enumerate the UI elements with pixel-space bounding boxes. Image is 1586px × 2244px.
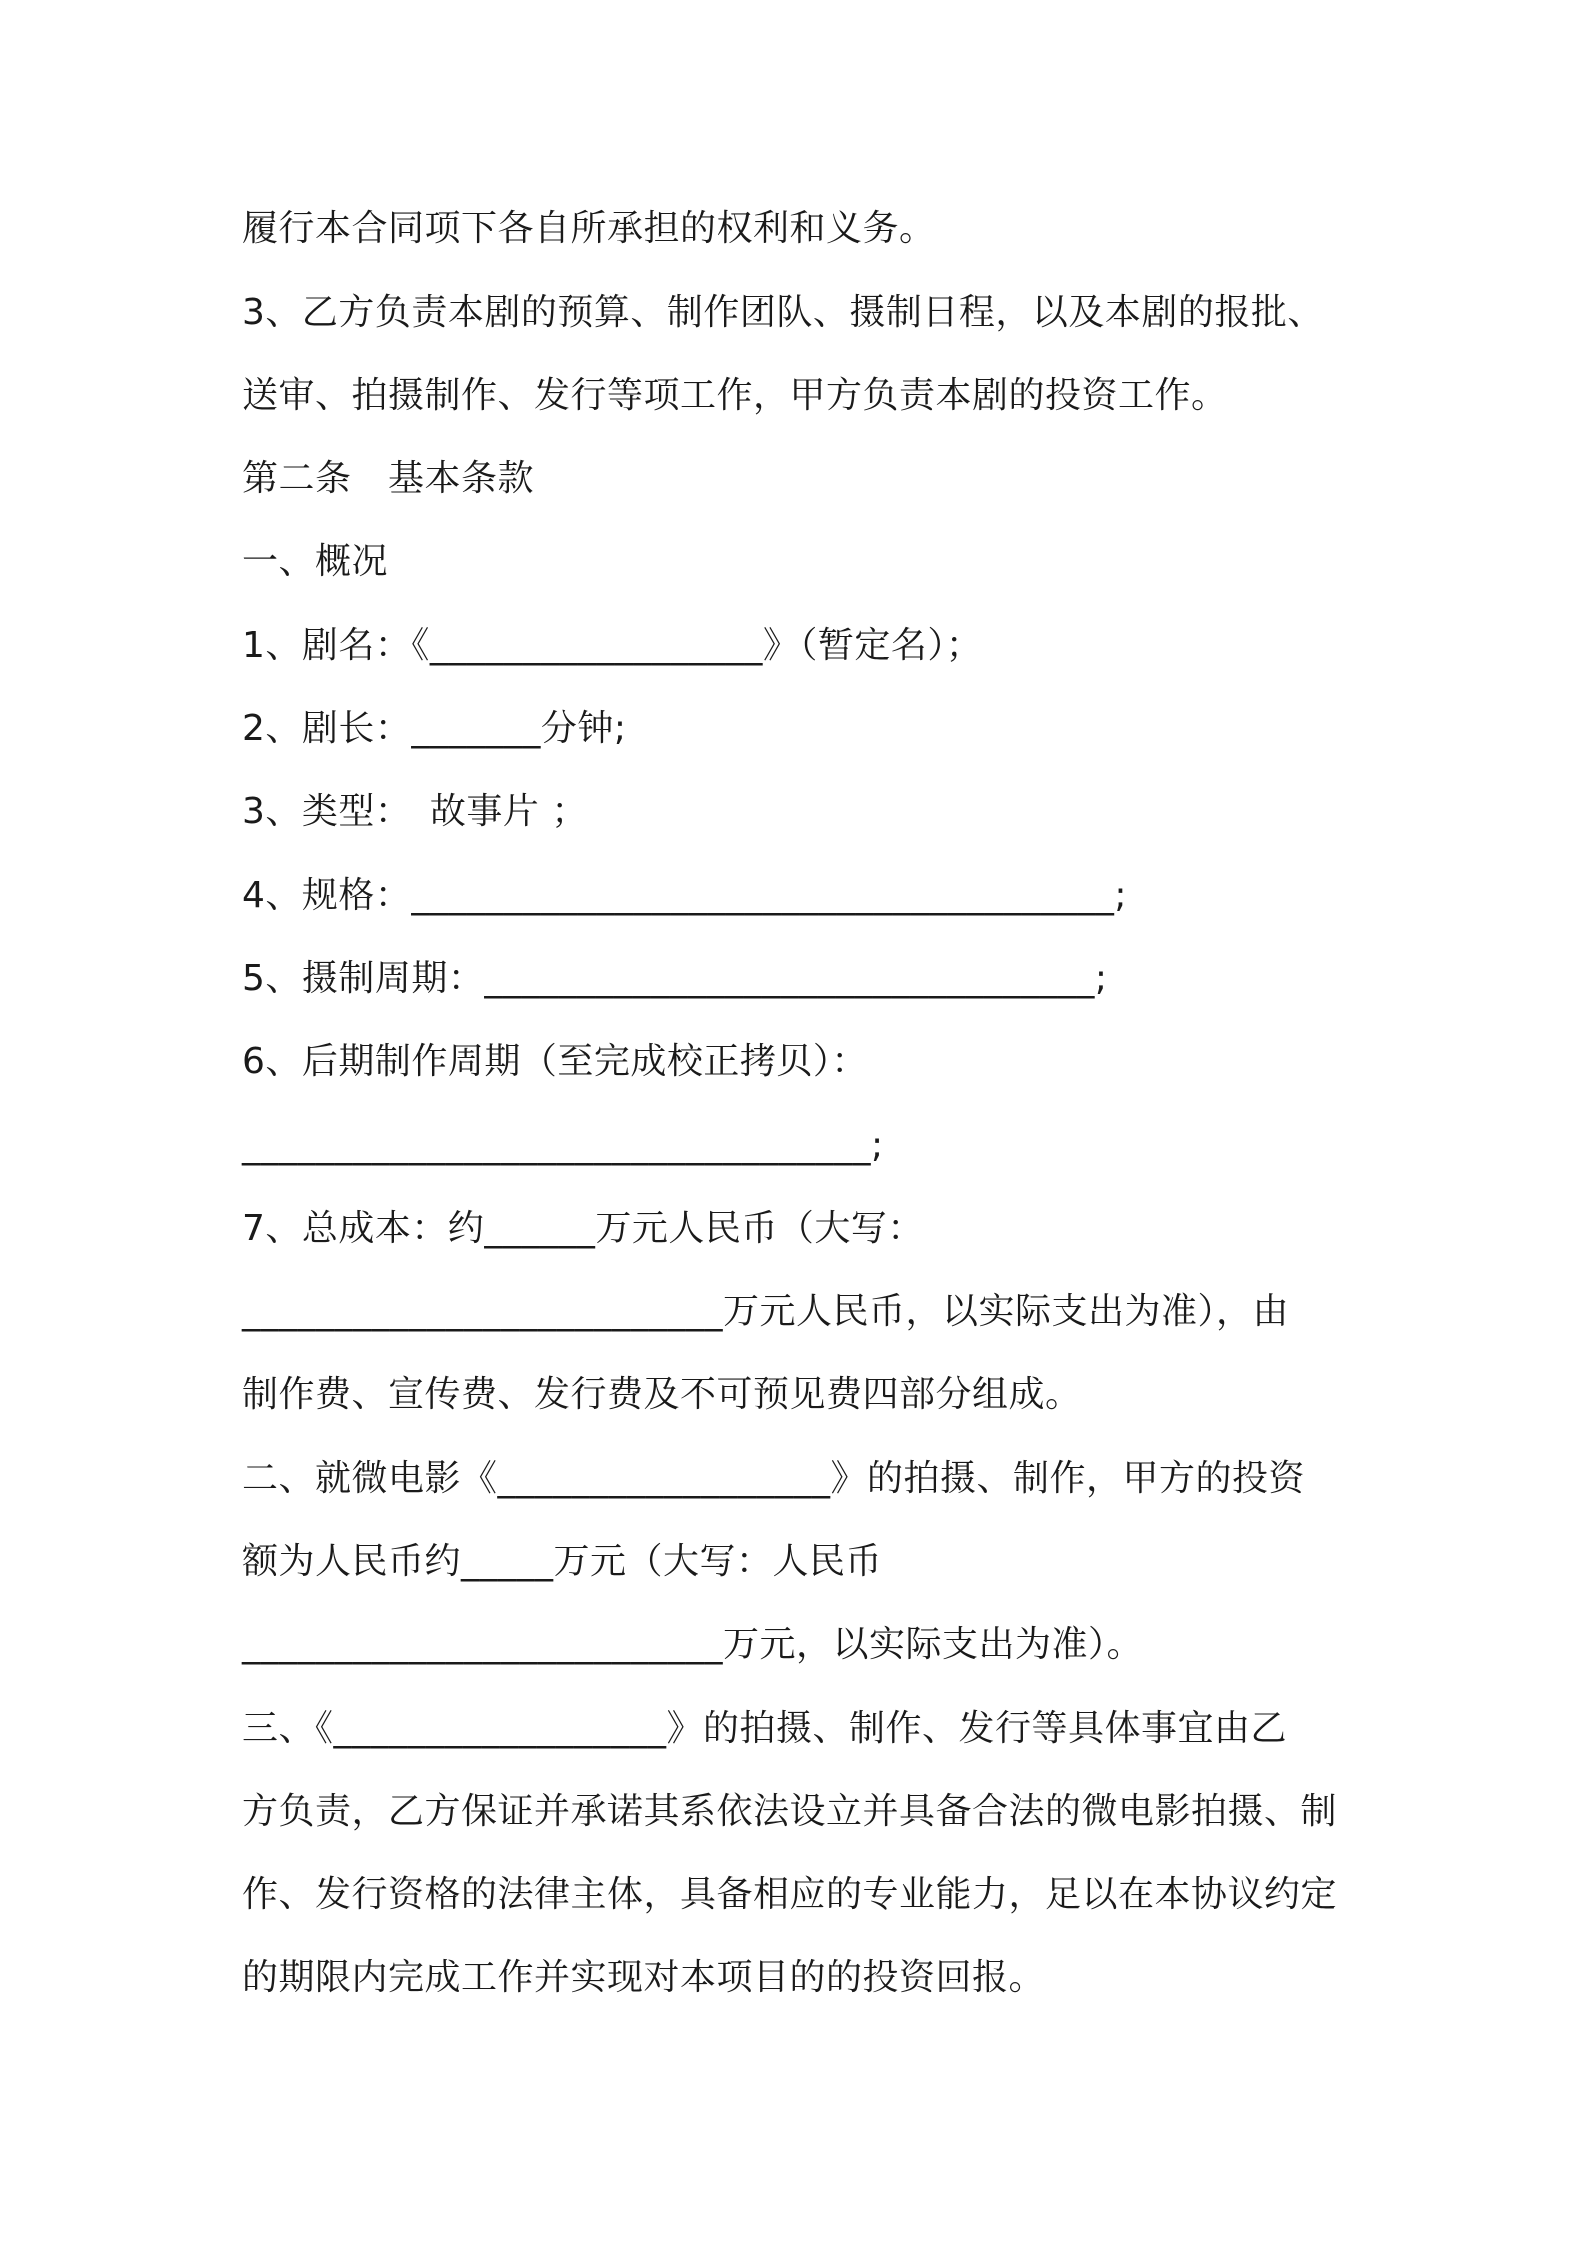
text-line: 履行本合同项下各自所承担的权利和义务。 [242, 208, 936, 249]
text-line: 制作费、宣传费、发行费及不可预见费四部分组成。 [242, 1374, 1082, 1415]
text-line: 方负责，乙方保证并承诺其系依法设立并具备合法的微电影拍摄、制 [242, 1791, 1338, 1832]
text-line: 7、总成本：约______万元人民币（大写： [242, 1208, 924, 1249]
text-line: 作、发行资格的法律主体，具备相应的专业能力，足以在本协议约定 [242, 1874, 1338, 1915]
text-line: 3、乙方负责本剧的预算、制作团队、摄制日程，以及本剧的报批、 [242, 292, 1324, 333]
text-line: 5、摄制周期：_________________________________; [242, 958, 1108, 999]
section-heading: 第二条 基本条款 [242, 458, 535, 499]
text-line: 6、后期制作周期（至完成校正拷贝）： [242, 1041, 868, 1082]
text-line: __________________________万元人民币，以实际支出为准），由 [242, 1291, 1290, 1332]
text-line: 1、剧名：《__________________》（暂定名）； [242, 625, 983, 666]
text-line: __________________________万元，以实际支出为准）。 [242, 1624, 1144, 1665]
text-line: 二、就微电影《__________________》的拍摄、制作，甲方的投资 [242, 1458, 1306, 1499]
text-line: 送审、拍摄制作、发行等项工作，甲方负责本剧的投资工作。 [242, 375, 1228, 416]
subsection-heading: 一、概况 [242, 541, 389, 582]
text-line: 3、类型： 故事片 ； [242, 791, 588, 832]
text-line: 额为人民币约_____万元（大写：人民币 [242, 1541, 883, 1582]
text-line: 三、《__________________》的拍摄、制作、发行等具体事宜由乙 [242, 1708, 1288, 1749]
text-line: 4、规格：______________________________________; [242, 875, 1128, 916]
text-line: 2、剧长：_______分钟; [242, 708, 627, 749]
text-line: 的期限内完成工作并实现对本项目的的投资回报。 [242, 1957, 1046, 1998]
text-line: __________________________________; [242, 1125, 884, 1166]
